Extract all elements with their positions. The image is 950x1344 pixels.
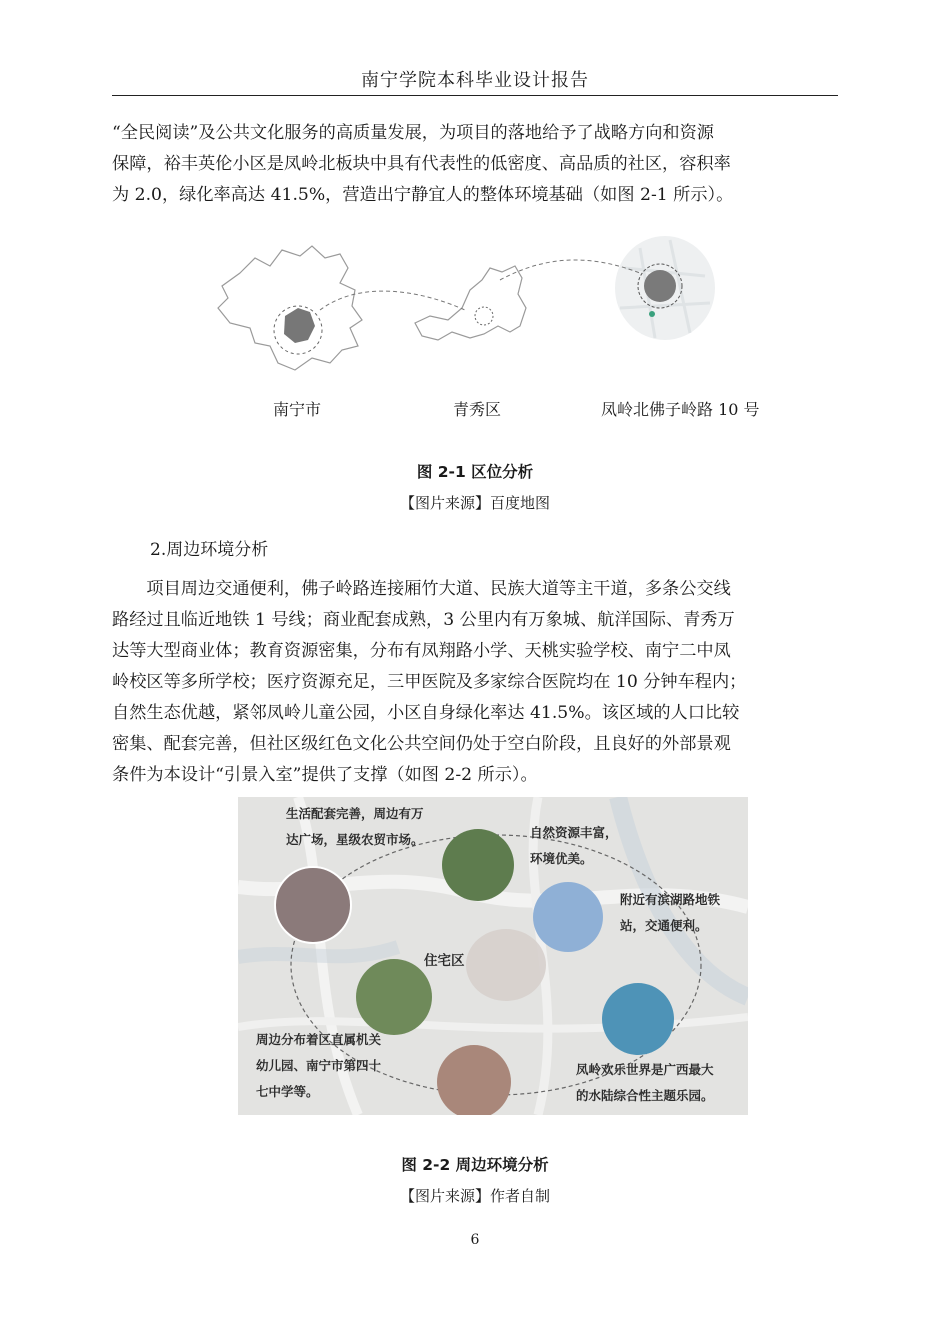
note-bottom-right: 凤岭欢乐世界是广西最大 的水陆综合性主题乐园。 xyxy=(576,1062,714,1103)
photo-left-middle xyxy=(356,959,432,1035)
city-highlight xyxy=(284,308,315,343)
map-pin xyxy=(649,311,655,317)
environment-figure xyxy=(238,797,748,1115)
qingxiu-outline xyxy=(415,266,526,340)
label-qingxiu: 青秀区 xyxy=(453,400,502,419)
intro-line-2: 保障，裕丰英伦小区是凤岭北板块中具有代表性的低密度、高品质的社区，容积率 xyxy=(112,154,731,174)
connector-1 xyxy=(320,291,465,310)
center-highlight xyxy=(466,929,546,1001)
note-top-left: 生活配套完善，周边有万 达广场，星级农贸市场。 xyxy=(286,806,424,847)
section-title: 2.周边环境分析 xyxy=(150,540,269,560)
page-header: 南宁学院本科毕业设计报告 xyxy=(361,70,589,91)
figure-2-source: 【图片来源】作者自制 xyxy=(399,1187,550,1205)
photo-top-center xyxy=(442,829,514,901)
nanning-city-outline xyxy=(218,246,362,370)
body-line-1: 项目周边交通便利，佛子岭路连接厢竹大道、民族大道等主干道，多条公交线 xyxy=(146,579,731,599)
site-marker xyxy=(644,270,676,302)
figure-2-caption: 图 2-2 周边环境分析 xyxy=(401,1156,549,1174)
body-line-2: 路经过且临近地铁 1 号线；商业配套成熟，3 公里内有万象城、航洋国际、青秀万 xyxy=(112,610,735,630)
center-label: 住宅区 xyxy=(424,953,465,969)
note-top-right: 自然资源丰富， 环境优美。 xyxy=(530,825,618,866)
label-nanning: 南宁市 xyxy=(273,400,322,419)
note-right-1: 附近有滨湖路地铁 站，交通便利。 xyxy=(620,892,721,933)
district-focus-circle xyxy=(475,307,493,325)
location-diagram xyxy=(200,228,760,388)
body-line-6: 密集、配套完善，但社区级红色文化公共空间仍处于空白阶段，且良好的外部景观 xyxy=(112,734,731,754)
body-line-7: 条件为本设计“引景入室”提供了支撑（如图 2-2 所示）。 xyxy=(112,765,538,785)
label-site-address: 凤岭北佛子岭路 10 号 xyxy=(601,400,760,419)
figure-1-caption: 图 2-1 区位分析 xyxy=(416,463,534,481)
note-bottom-left: 周边分布着区直属机关 幼儿园、南宁市第四十 七中学等。 xyxy=(256,1032,382,1099)
photo-right-1 xyxy=(533,882,603,952)
body-line-5: 自然生态优越，紧邻凤岭儿童公园，小区自身绿化率达 41.5%。该区域的人口比较 xyxy=(112,703,740,723)
header-rule xyxy=(112,95,838,96)
body-line-4: 岭校区等多所学校；医疗资源充足，三甲医院及多家综合医院均在 10 分钟车程内； xyxy=(112,672,747,692)
intro-line-1: “全民阅读”及公共文化服务的高质量发展，为项目的落地给予了战略方向和资源 xyxy=(112,123,714,143)
page-number: 6 xyxy=(470,1232,480,1248)
figure-1-source: 【图片来源】百度地图 xyxy=(399,494,550,512)
intro-line-3: 为 2.0，绿化率高达 41.5%，营造出宁静宜人的整体环境基础（如图 2-1 所示）。 xyxy=(112,185,734,205)
photo-right-2 xyxy=(602,983,674,1055)
body-line-3: 达等大型商业体；教育资源密集，分布有凤翔路小学、天桃实验学校、南宁二中凤 xyxy=(112,641,731,661)
